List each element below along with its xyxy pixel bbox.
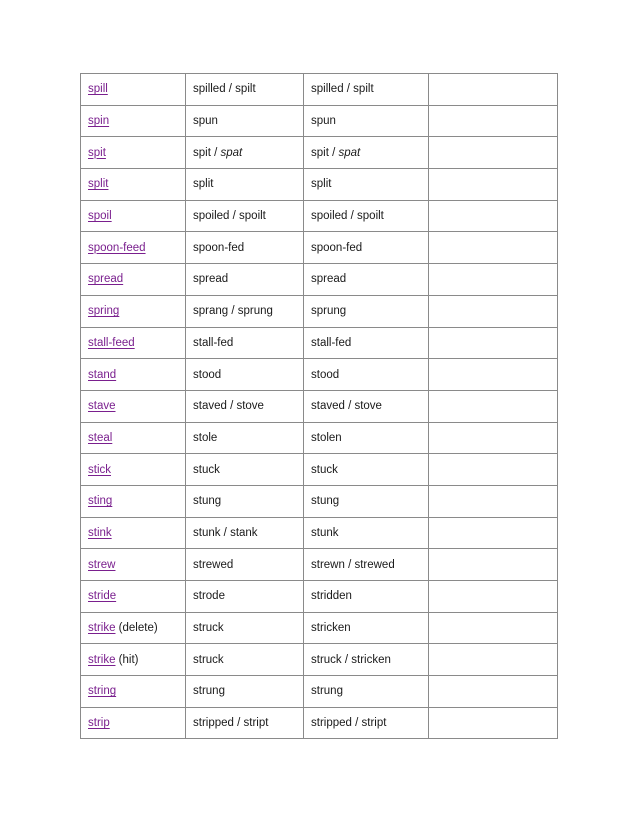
past-participle-cell <box>304 644 429 676</box>
form-text: spit / <box>193 146 221 159</box>
table-row <box>81 232 558 264</box>
base-form-cell <box>81 454 186 486</box>
base-form-cell <box>81 581 186 613</box>
form-text: spread <box>193 273 229 286</box>
past-participle-cell <box>304 422 429 454</box>
form-text: stripped / stript <box>311 717 387 730</box>
table-row <box>81 327 558 359</box>
verb-link[interactable]: stink <box>88 526 112 539</box>
verb-link[interactable]: spoil <box>88 210 112 223</box>
table-row <box>81 169 558 201</box>
form-text: spoon-fed <box>311 241 363 254</box>
empty-cell <box>429 264 558 296</box>
past-participle-cell <box>304 454 429 486</box>
empty-cell <box>429 105 558 137</box>
form-text: spread <box>311 273 347 286</box>
verb-link[interactable]: strew <box>88 558 116 571</box>
variant-form-italic: spat <box>220 146 243 159</box>
past-participle-cell <box>304 327 429 359</box>
base-form-cell <box>81 549 186 581</box>
form-text: strung <box>311 685 343 698</box>
verb-link[interactable]: spring <box>88 305 120 318</box>
base-form-cell <box>81 676 186 708</box>
verb-link[interactable]: steal <box>88 431 113 444</box>
past-participle-cell <box>304 74 429 106</box>
verb-link[interactable]: spread <box>88 273 124 286</box>
base-form-cell <box>81 485 186 517</box>
past-form-cell <box>186 644 304 676</box>
form-text: strewed <box>193 558 234 571</box>
past-form-cell <box>186 390 304 422</box>
past-form-cell <box>186 549 304 581</box>
verb-link[interactable]: stand <box>88 368 117 381</box>
verb-link[interactable]: spin <box>88 115 110 128</box>
verb-link[interactable]: spoon-feed <box>88 241 146 254</box>
empty-cell <box>429 581 558 613</box>
verb-link[interactable]: split <box>88 178 109 191</box>
form-text: sprang / sprung <box>193 305 273 318</box>
form-text: strode <box>193 590 225 603</box>
past-form-cell <box>186 264 304 296</box>
past-form-cell <box>186 359 304 391</box>
table-row <box>81 295 558 327</box>
empty-cell <box>429 295 558 327</box>
empty-cell <box>429 676 558 708</box>
form-text: staved / stove <box>193 400 264 413</box>
base-form-cell <box>81 74 186 106</box>
base-form-cell <box>81 644 186 676</box>
past-participle-cell <box>304 676 429 708</box>
empty-cell <box>429 612 558 644</box>
past-participle-cell <box>304 390 429 422</box>
table-row <box>81 676 558 708</box>
form-text: spoiled / spoilt <box>193 210 266 223</box>
table-body <box>81 74 558 739</box>
empty-cell <box>429 327 558 359</box>
form-text: stripped / stript <box>193 717 269 730</box>
table-row <box>81 485 558 517</box>
form-text: stole <box>193 431 218 444</box>
verb-link[interactable]: strike <box>88 622 116 635</box>
form-text: stall-fed <box>311 336 352 349</box>
empty-cell <box>429 359 558 391</box>
empty-cell <box>429 422 558 454</box>
form-text: stung <box>193 495 222 508</box>
form-text: split <box>193 178 214 191</box>
empty-cell <box>429 549 558 581</box>
base-form-cell <box>81 295 186 327</box>
form-text: stolen <box>311 431 342 444</box>
empty-cell <box>429 390 558 422</box>
empty-cell <box>429 644 558 676</box>
form-text: stung <box>311 495 340 508</box>
past-form-cell <box>186 707 304 739</box>
past-participle-cell <box>304 612 429 644</box>
verb-link[interactable]: stall-feed <box>88 336 135 349</box>
past-form-cell <box>186 137 304 169</box>
table-row <box>81 612 558 644</box>
empty-cell <box>429 169 558 201</box>
empty-cell <box>429 707 558 739</box>
past-participle-cell <box>304 581 429 613</box>
base-form-cell <box>81 612 186 644</box>
form-text: sprung <box>311 305 347 318</box>
past-form-cell <box>186 612 304 644</box>
empty-cell <box>429 200 558 232</box>
past-form-cell <box>186 295 304 327</box>
form-text: struck <box>193 622 224 635</box>
table-row <box>81 422 558 454</box>
past-participle-cell <box>304 169 429 201</box>
form-text: stunk / stank <box>193 526 258 539</box>
base-form-cell <box>81 137 186 169</box>
irregular-verbs-table <box>80 73 558 739</box>
form-text: spoiled / spoilt <box>311 210 384 223</box>
form-text: strung <box>193 685 225 698</box>
empty-cell <box>429 485 558 517</box>
form-text: spun <box>311 115 336 128</box>
past-form-cell <box>186 169 304 201</box>
table-row <box>81 359 558 391</box>
base-form-cell <box>81 517 186 549</box>
past-form-cell <box>186 454 304 486</box>
form-text: spun <box>193 115 218 128</box>
past-participle-cell <box>304 105 429 137</box>
base-form-cell <box>81 390 186 422</box>
empty-cell <box>429 137 558 169</box>
past-form-cell <box>186 581 304 613</box>
table-row <box>81 517 558 549</box>
base-form-cell <box>81 422 186 454</box>
verb-sense-note: (delete) <box>115 622 158 635</box>
past-participle-cell <box>304 137 429 169</box>
table-row <box>81 707 558 739</box>
past-participle-cell <box>304 517 429 549</box>
form-text: spilled / spilt <box>311 83 374 96</box>
past-participle-cell <box>304 707 429 739</box>
past-form-cell <box>186 422 304 454</box>
form-text: struck <box>193 653 224 666</box>
form-text: stood <box>193 368 222 381</box>
verb-link[interactable]: spit <box>88 146 106 159</box>
past-form-cell <box>186 676 304 708</box>
base-form-cell <box>81 264 186 296</box>
verb-link[interactable]: sting <box>88 495 113 508</box>
verb-link[interactable]: stride <box>88 590 117 603</box>
form-text: spit / <box>311 146 339 159</box>
variant-form-italic: spat <box>338 146 361 159</box>
base-form-cell <box>81 327 186 359</box>
past-form-cell <box>186 327 304 359</box>
verb-sense-note: (hit) <box>115 653 139 666</box>
base-form-cell <box>81 200 186 232</box>
past-participle-cell <box>304 485 429 517</box>
form-text: stood <box>311 368 340 381</box>
table-row <box>81 390 558 422</box>
table-row <box>81 105 558 137</box>
past-form-cell <box>186 74 304 106</box>
form-text: stricken <box>311 622 351 635</box>
form-text: spoon-fed <box>193 241 245 254</box>
base-form-cell <box>81 707 186 739</box>
table-row <box>81 137 558 169</box>
empty-cell <box>429 74 558 106</box>
form-text: split <box>311 178 332 191</box>
form-text: spilled / spilt <box>193 83 256 96</box>
form-text: stridden <box>311 590 352 603</box>
past-participle-cell <box>304 232 429 264</box>
form-text: stuck <box>311 463 338 476</box>
past-form-cell <box>186 105 304 137</box>
base-form-cell <box>81 359 186 391</box>
past-participle-cell <box>304 359 429 391</box>
verb-link[interactable]: strike <box>88 653 116 666</box>
table-row <box>81 454 558 486</box>
base-form-cell <box>81 105 186 137</box>
table-row <box>81 74 558 106</box>
form-text: stall-fed <box>193 336 234 349</box>
past-participle-cell <box>304 264 429 296</box>
past-participle-cell <box>304 549 429 581</box>
verb-link[interactable]: stick <box>88 463 111 476</box>
past-form-cell <box>186 485 304 517</box>
table-row <box>81 644 558 676</box>
base-form-cell <box>81 169 186 201</box>
form-text: strewn / strewed <box>311 558 395 571</box>
table-row <box>81 200 558 232</box>
past-form-cell <box>186 200 304 232</box>
empty-cell <box>429 454 558 486</box>
table-row <box>81 581 558 613</box>
form-text: stuck <box>193 463 220 476</box>
past-participle-cell <box>304 295 429 327</box>
verb-link[interactable]: string <box>88 685 117 698</box>
verb-link[interactable]: spill <box>88 83 108 96</box>
empty-cell <box>429 517 558 549</box>
past-form-cell <box>186 517 304 549</box>
form-text: staved / stove <box>311 400 382 413</box>
past-participle-cell <box>304 200 429 232</box>
past-form-cell <box>186 232 304 264</box>
table-row <box>81 264 558 296</box>
verb-link[interactable]: stave <box>88 400 116 413</box>
table-row <box>81 549 558 581</box>
verb-link[interactable]: strip <box>88 717 110 730</box>
base-form-cell <box>81 232 186 264</box>
empty-cell <box>429 232 558 264</box>
form-text: stunk <box>311 526 339 539</box>
form-text: struck / stricken <box>311 653 391 666</box>
